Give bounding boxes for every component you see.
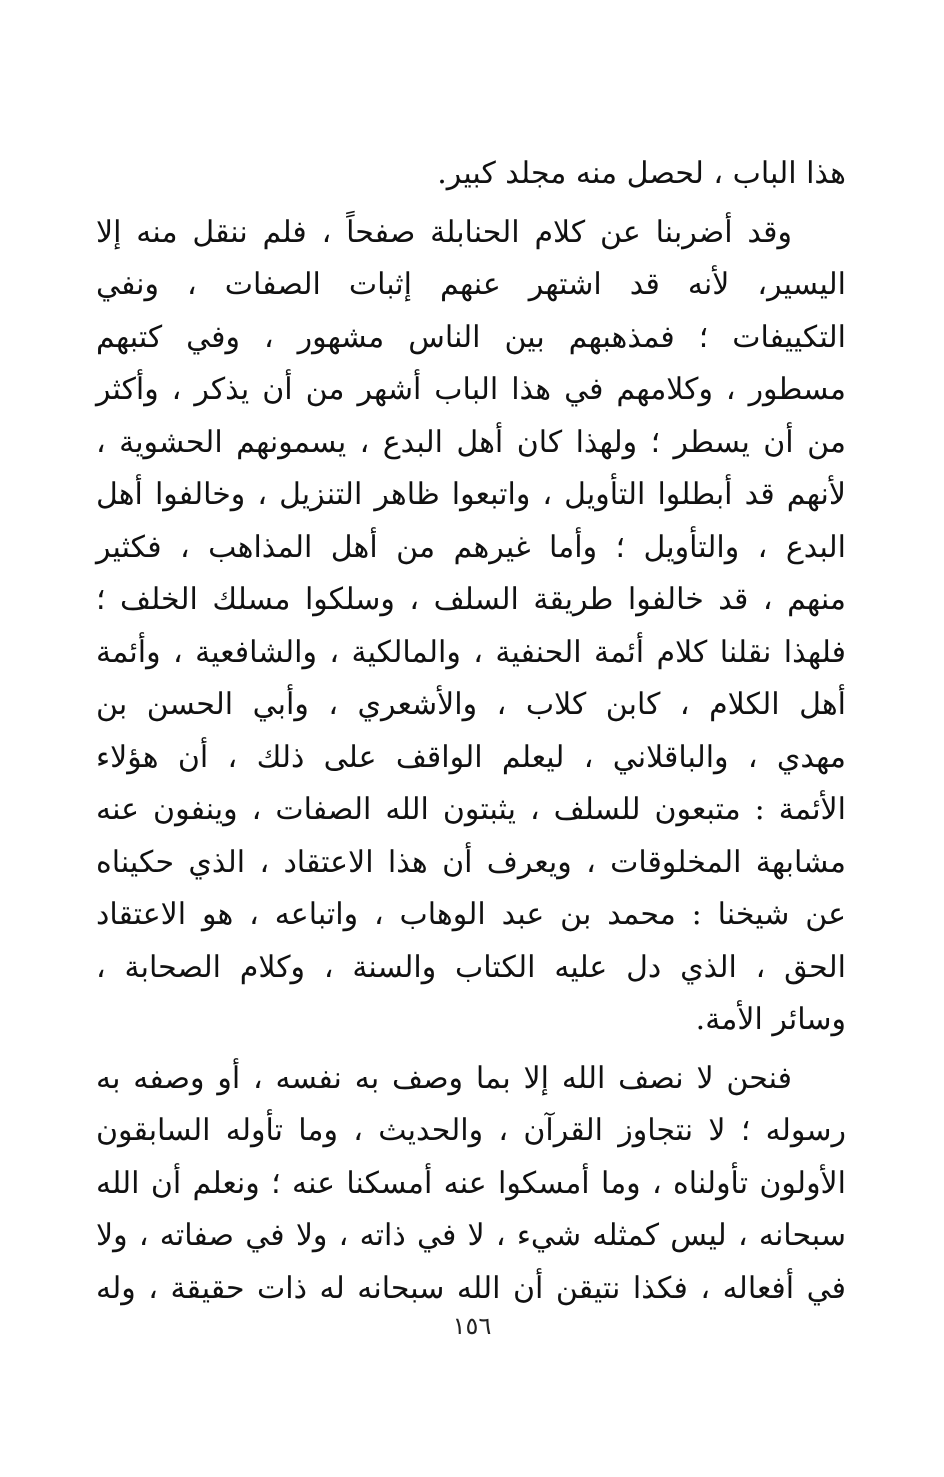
text-line: منهم ، قد خالفوا طريقة السلف ، وسلكوا مسلك الخلف ؛	[96, 582, 846, 617]
text-line: التكييفات ؛ فمذهبهم بين الناس مشهور ، وفي كتبهم	[96, 319, 846, 355]
text-line: مشابهة المخلوقات ، ويعرف أن هذا الاعتقاد ، الذي حكيناه	[96, 844, 846, 880]
text-line: هذا الباب ، لحصل منه مجلد كبير.	[437, 156, 846, 191]
text-line: مسطور ، وكلامهم في هذا الباب أشهر من أن يذكر ، وأكثر	[96, 372, 846, 407]
text-line: لأنهم قد أبطلوا التأويل ، واتبعوا ظاهر التنزيل ، وخالفوا أهل	[96, 477, 846, 512]
text-line: الأئمة : متبعون للسلف ، يثبتون الله الصفات ، وينفون عنه	[96, 792, 846, 827]
page-number: ١٥٦	[452, 1312, 492, 1340]
text-line: فنحن لا نصف الله إلا بما وصف به نفسه ، أو وصفه به	[96, 1060, 792, 1096]
text-line: البدع ، والتأويل ؛ وأما غيرهم من أهل المذاهب ، فكثير	[96, 529, 846, 565]
text-line: مهدي ، والباقلاني ، ليعلم الواقف على ذلك ، أن هؤلاء	[96, 739, 846, 775]
text-line: رسوله ؛ لا نتجاوز القرآن ، والحديث ، وما تأوله السابقون	[96, 1113, 846, 1148]
body-text	[96, 148, 846, 1315]
text-line: وسائر الأمة.	[695, 1002, 846, 1037]
text-line: من أن يسطر ؛ ولهذا كان أهل البدع ، يسمونهم الحشوية ،	[96, 424, 846, 460]
text-line: أهل الكلام ، كابن كلاب ، والأشعري ، وأبي الحسن بن	[96, 687, 846, 722]
text-line: الحق ، الذي دل عليه الكتاب والسنة ، وكلام الصحابة ،	[96, 949, 846, 985]
text-line: عن شيخنا : محمد بن عبد الوهاب ، واتباعه ، هو الاعتقاد	[96, 897, 846, 932]
text-line: فلهذا نقلنا كلام أئمة الحنفية ، والمالكية ، والشافعية ، وأئمة	[96, 634, 846, 670]
text-line: الأولون تأولناه ، وما أمسكوا عنه أمسكنا عنه ؛ ونعلم أن الله	[96, 1165, 846, 1201]
text-line: وقد أضربنا عن كلام الحنابلة صفحاً ، فلم ننقل منه إلا	[96, 214, 792, 250]
text-line: سبحانه ، ليس كمثله شيء ، لا في ذاته ، ولا في صفاته ، ولا	[96, 1218, 846, 1253]
text-line: اليسير، لأنه قد اشتهر عنهم إثبات الصفات ، ونفي	[96, 267, 846, 302]
text-line: في أفعاله ، فكذا نتيقن أن الله سبحانه له ذات حقيقة ، وله	[96, 1270, 846, 1306]
